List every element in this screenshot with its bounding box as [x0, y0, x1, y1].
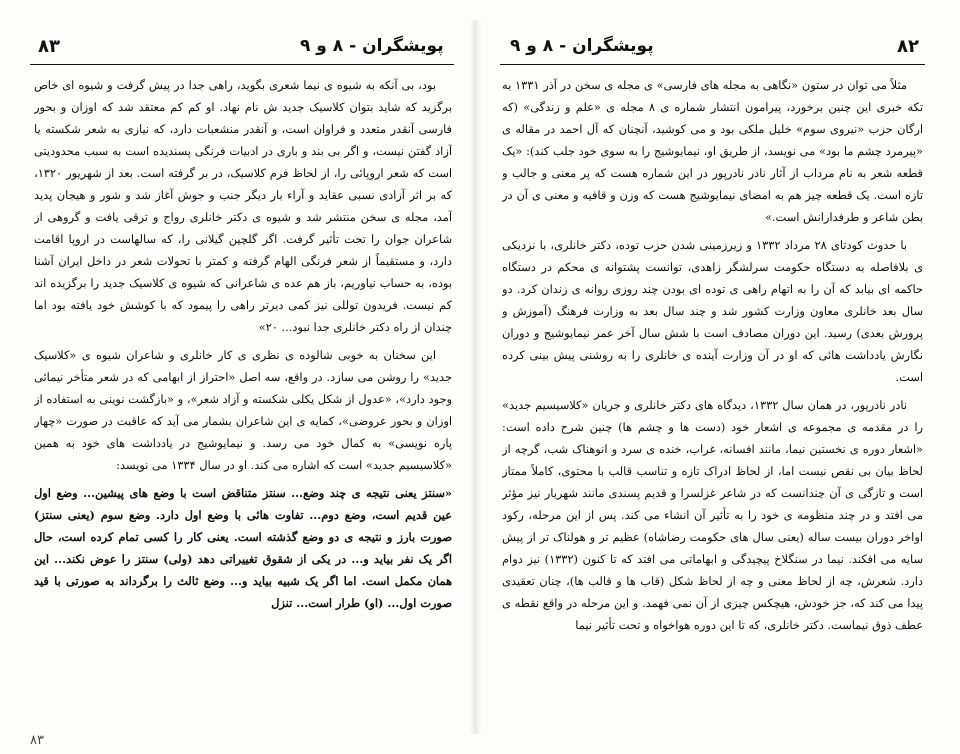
body-text [34, 74, 452, 706]
page-number: ۸۲ [897, 36, 919, 57]
running-title: پویشگران - ۸ و ۹ [510, 36, 654, 56]
block-quote: «سنتز یعنی نتیجه ی چند وضع... سنتز متناقض است با وضع های پیشین... وضع اول عین قدیم است، وضع دوم... تفاوت هائی با وضع اول دارد. وضع سوم (یعنی سنتز) صورت بارز و نتیجه ی دو وضع گذشته است. یعنی کار را کسی تمام کرده است، حال اگر یک نفر بیاید و... در یکی از شقوق تغییراتی دهد (ولی) سنتز را عوض نکند... این همان مکمل است. اما اگر یک شبیه بیاید و... وضع ثالث را برگرداند به صورتی با قید صورت اول... (او) طرار است... تنزل [34, 486, 452, 610]
page-header [30, 30, 454, 65]
paragraph: این سخنان به خوبی شالوده ی نظری ی کار خانلری و شاعران شیوه ی «کلاسیک جدید» را روشن می سازد. در واقع، سه اصل «احتراز از ابهامی که در شعر متأخر نیمائی وجود دارد»، «عدول از شکل یکلی شکسته و آزاد شعر»، و «بازگشت نوینی به استفاده از اوزان و بحور عروضی»، کمایه ی این شاعران بشمار می آید که عاقبت در صورت «چهار پاره نویسی» به کمال خود می رسد. و نیمایوشیج در یادداشت های خود به همین «کلاسیسیم جدید» است که اشاره می کند. او در سال ۱۳۳۴ می نویسد: [34, 348, 452, 472]
left-page [14, 0, 464, 754]
page-header [500, 30, 925, 65]
paragraph: با حدوث کودتای ۲۸ مرداد ۱۳۳۲ و زیرزمینی شدن حزب توده، دکتر خانلری، با نزدیکی ی بلافاصله به دستگاه حکومت سرلشگر زاهدی، توانست پشتوانه ی محکم در دستگاه حاکمه ای بیابد که آن را به اتهام راهی ی توده ای بودن چند روزی روانه ی زندان کرد. دو سال بعد خانلری معاون وزارت کشور شد و چند سال بعد به وزارت فرهنگ (آموزش و پرورش بعدی) رسید. این دوران مصادف است با شش سال آخر عمر نیمایوشیج و دوران نگارش یادداشت هائی که او در آن وزارت آینده ی خانلری را به روشنی پیش بینی کرده است. [502, 238, 923, 384]
book-gutter [470, 20, 482, 734]
body-text [502, 74, 923, 706]
page-number: ۸۳ [38, 36, 60, 57]
paragraph: نادر نادرپور، در همان سال ۱۳۳۲، دیدگاه های دکتر خانلری و جریان «کلاسیسیم جدید» را در مقدمه ی مجموعه ی اشعار خود (دست ها و چشم ها) چنین شرح داده است: «اشعار دوره ی نخستین نیما، مانند افسانه، غراب، خنده ی سرد و انوهناک شب، گرچه از لحاظ بیان بی نقص نیست اما، از لحاظ ادراک تازه و تناسب قالب با محتوی، کاملاً ممتاز است و تازگی ی آن چندانست که در شاعر غزلسرا و قدیم پسندی مانند شهریار نیز مؤثر می افتد و در چند منظومه ی خود را به تأثیر آن انشاء می کند. پس از این مرحله، رکود اواخر دوران بیست ساله (یعنی سال های حکومت رضاشاه) عظیم تر و هولناک تر از پیش سایه می افکند. نیما در سنگلاخ پیچیدگی و ابهاماتی می افتد که تا کنون (۱۳۳۲) نیز دوام دارد. شعرش، چه از لحاظ معنی و چه از لحاظ شکل (قاب ها و قالب ها)، چنان تعقیدی پیدا می کند که، جز خودش، هیچکس چیزی از آن نمی فهمد. و این مرحله در واقع نقطه ی عطف ذوق نیماست. دکتر خانلری، که تا این دوره هواخواه و تحت تأثیر نیما [502, 398, 923, 632]
paragraph: بود، بی آنکه به شیوه ی نیما شعری بگوید، راهی جدا در پیش گرفت و شیوه ای خاص برگزید که شاید بتوان کلاسیک جدید ش نام نهاد. او کم کم معتقد شد که اوزان و بحور فارسی آنقدر متعدد و فراوان است، و آنقدر منشعبات دارد، که نیازی به شعر شکسته یا آزاد گفتن نیست، و اگر بی بند و باری در ادبیات فرنگی پسندیده است به سبب محدودیتی است که شعر اروپائی را، از لحاظ فرم کلاسیک، در بر گرفته است. بعد از شهریور ۱۳۲۰، که بر اثر آزادی نسبی عقاید و آراء بار دیگر جنب و جوش آغاز شد و شور و هیجان پدید آمد، مجله ی سخن منتشر شد و شیوه ی دکتر خانلری رواج و ترقی یافت و گروهی از شاعران جوان را تحت تأثیر گرفت. اگر گلچین گیلانی را، که سالهاست در اروپا اقامت دارد، و مستقیماً از شعر فرنگی الهام گرفته و کمتر با تحولات شعر در داخل ایران آشنا بوده، به حساب نیاوریم، باز هم عده ی شاعرانی که شیوه ی کلاسیک جدید را برگزیده اند کم نیست. فریدون توللی نیز کمی دیرتر راهی را پیمود که با کوشش خود یافته بود اما چندان از راه دکتر خانلری جدا نبود... ۲۰» [34, 78, 452, 334]
paragraph: مثلاً می توان در ستون «نگاهی به مجله های فارسی» ی مجله ی سخن در آذر ۱۳۳۱ به تکه خبری این چنین برخورد، پیرامون انتشار شماره ی ۸ مجله ی «علم و زندگی» (که ارگان حزب «نیروی سوم» خلیل ملکی بود و می کوشید، آنچنان که آل احمد در مقاله ی «پیرمرد چشم ما بود» می نویسد، از طریق او، نیمایوشیج را به سوی خود جلب کند): «یک قطعه شعر به نام مرداب از آثار نادر نادرپور در این شماره هست که پر معنی و جالب و تازه است. یک قطعه چیز هم به امضای نیمایوشیج هست که وزن و قافیه و معنی ی آن در بطن شاعر و طرفدارانش است.» [502, 78, 923, 224]
right-page [490, 0, 945, 754]
footer-page-mark: ۸۳ [30, 733, 44, 748]
running-title: پویشگران - ۸ و ۹ [300, 36, 444, 56]
